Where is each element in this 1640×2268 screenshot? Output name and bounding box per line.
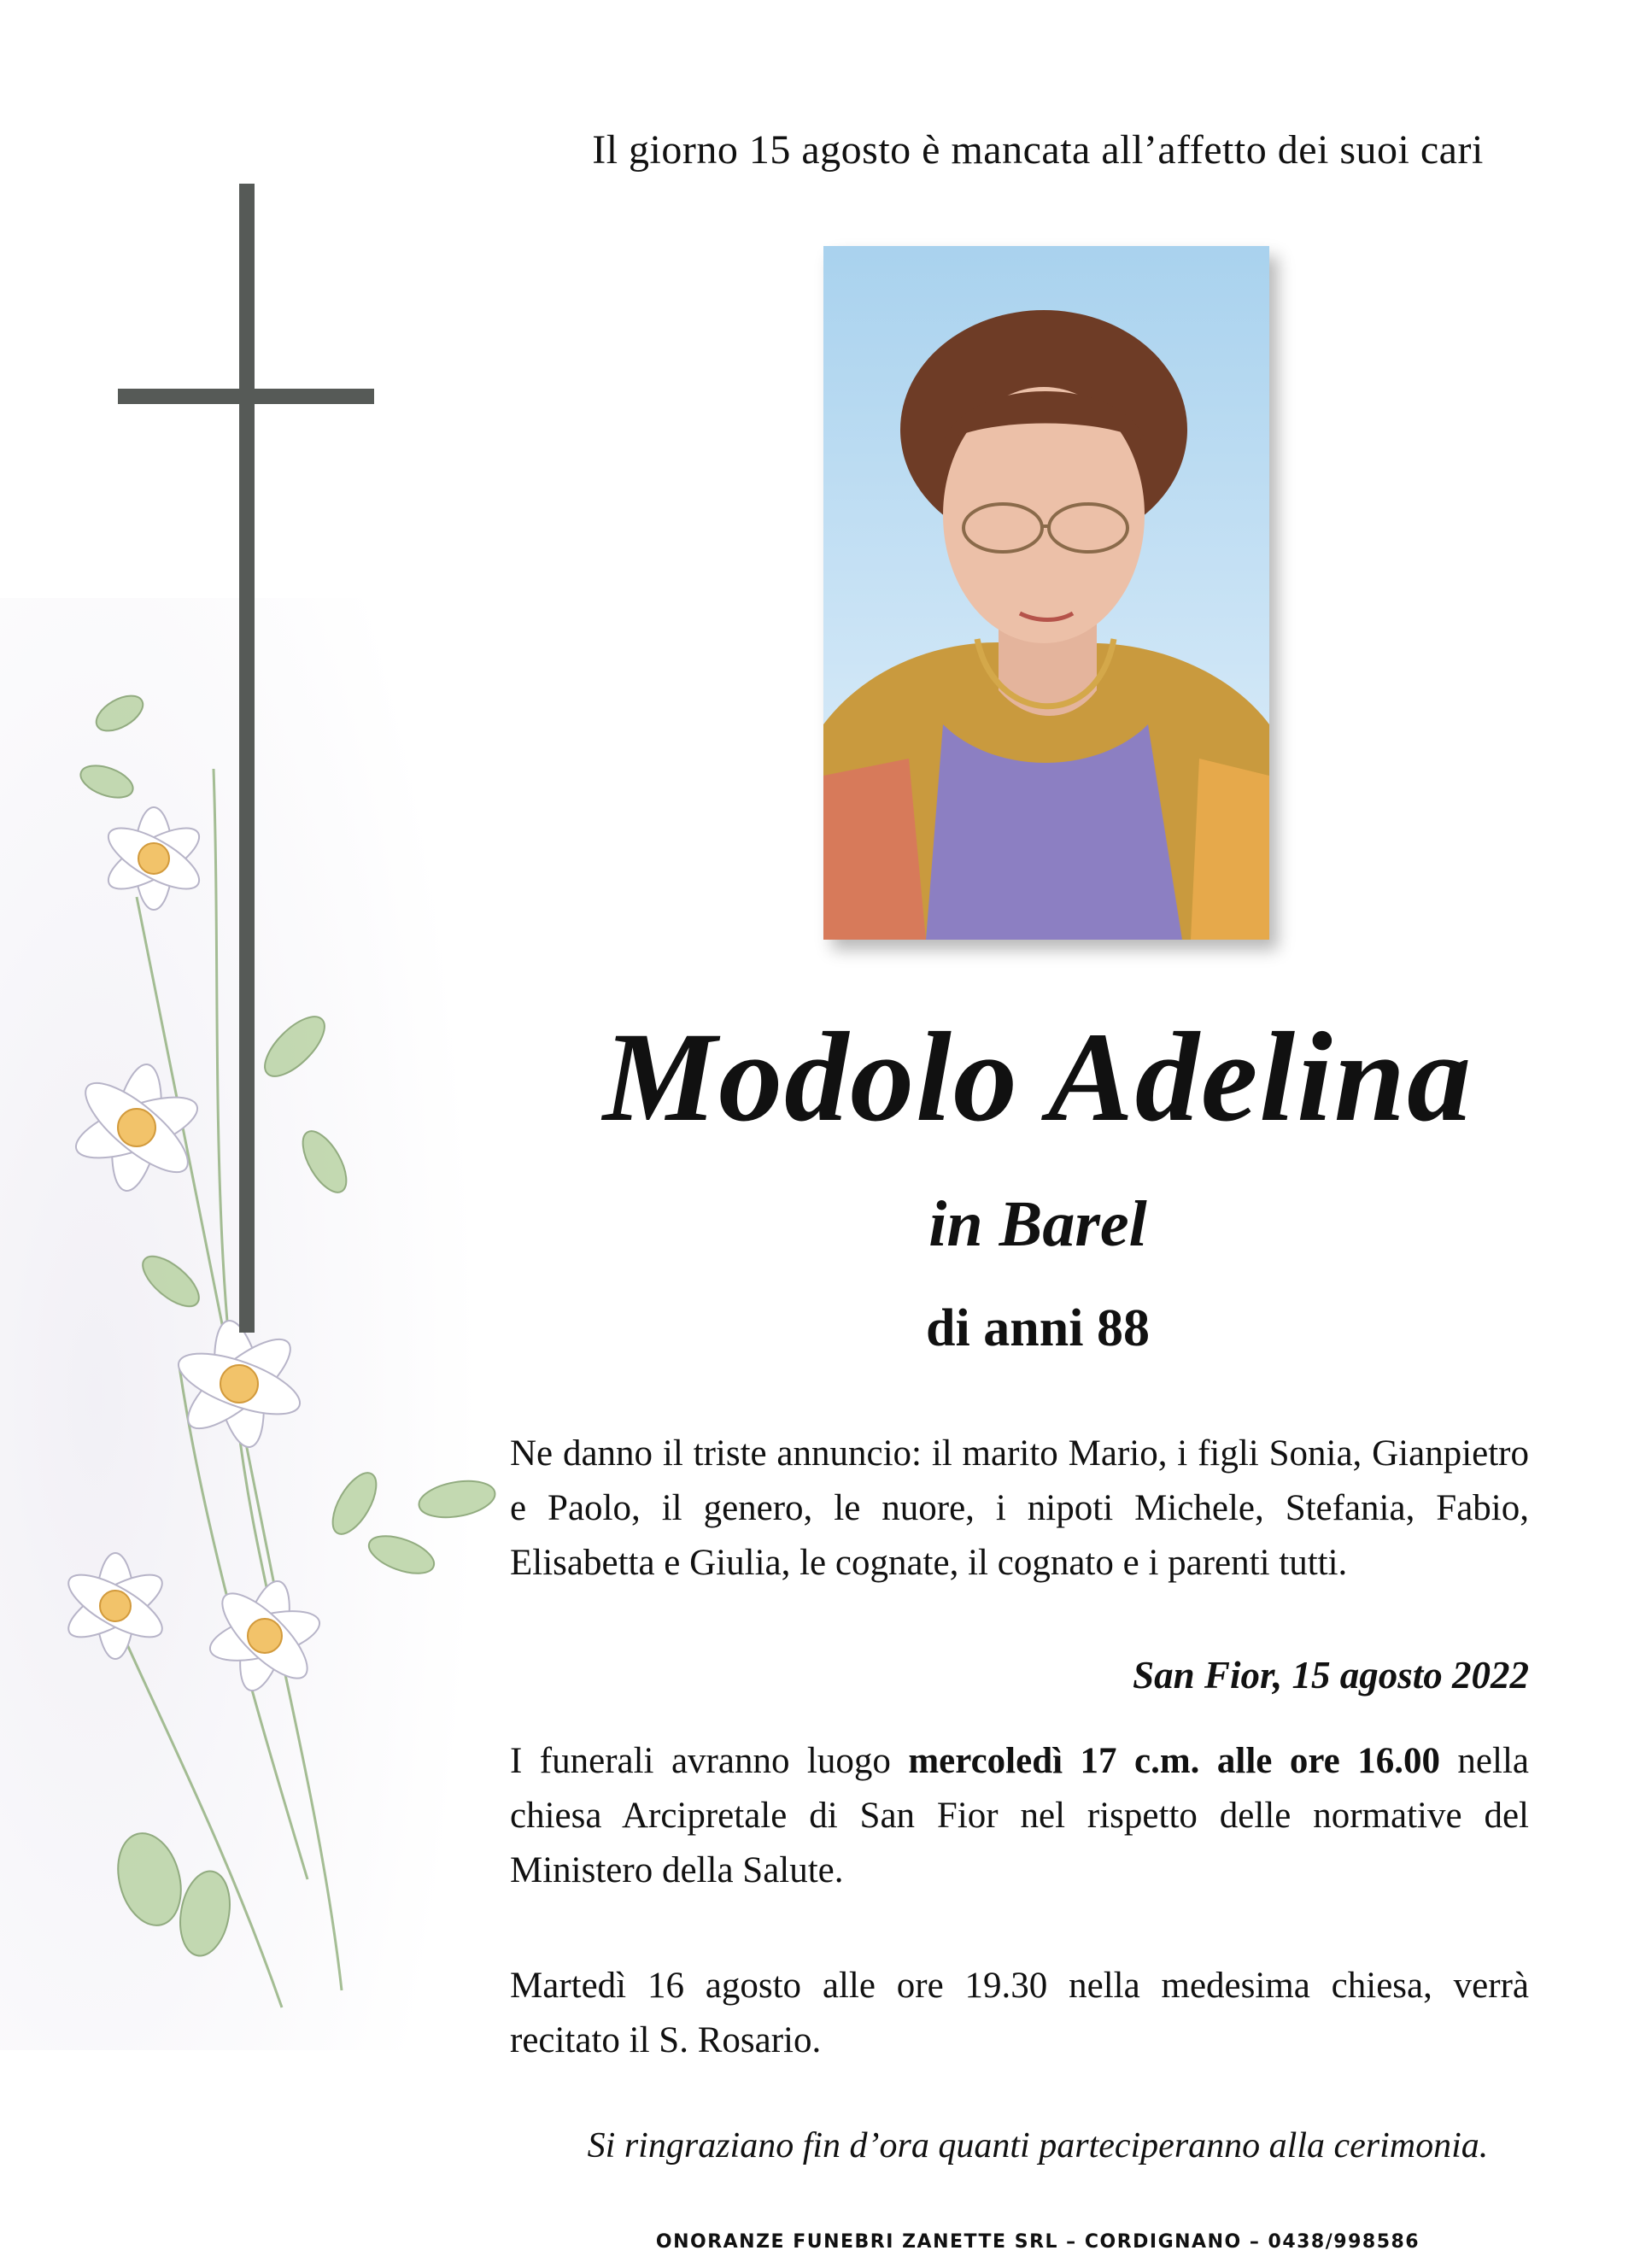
announcement-paragraph: Ne danno il triste annuncio: il marito Mario, i figli Sonia, Gianpietro e Paolo, il genero, le nuore, i nipoti Michele, Stefania, Fabio, Elisabetta e Giulia, le cognate, il cognato e i parenti tutti. xyxy=(510,1433,1529,1583)
funeral-prefix: I funerali avranno luogo xyxy=(510,1741,909,1781)
funeral-paragraph xyxy=(510,1734,1529,1898)
married-name: in Barel xyxy=(928,1188,1147,1260)
age: di anni 88 xyxy=(926,1299,1150,1357)
intro-text: Il giorno 15 agosto è mancata all’affetto dei suoi cari xyxy=(592,127,1484,173)
place-date: San Fior, 15 agosto 2022 xyxy=(1133,1654,1529,1697)
cross-vertical-bar xyxy=(239,184,255,1333)
funeral-date-time: mercoledì 17 c.m. alle ore 16.00 xyxy=(908,1741,1440,1781)
cross-horizontal-bar xyxy=(118,389,374,404)
cross-and-flowers-decoration xyxy=(0,0,530,2268)
deceased-name: Modolo Adelina xyxy=(602,1006,1473,1148)
rosary-paragraph: Martedì 16 agosto alle ore 19.30 nella medesima chiesa, verrà recitato il S. Rosario. xyxy=(510,1966,1529,2060)
funeral-suffix: nella chiesa Arcipretale di San Fior nel rispetto delle normative del Ministero della Salute. xyxy=(510,1741,1529,1890)
portrait-photo xyxy=(823,246,1269,940)
thanks-text: Si ringraziano fin d’ora quanti parteciperanno alla cerimonia. xyxy=(587,2126,1489,2165)
funeral-home-footer: ONORANZE FUNEBRI ZANETTE SRL – CORDIGNANO – 0438/998586 xyxy=(655,2231,1420,2253)
